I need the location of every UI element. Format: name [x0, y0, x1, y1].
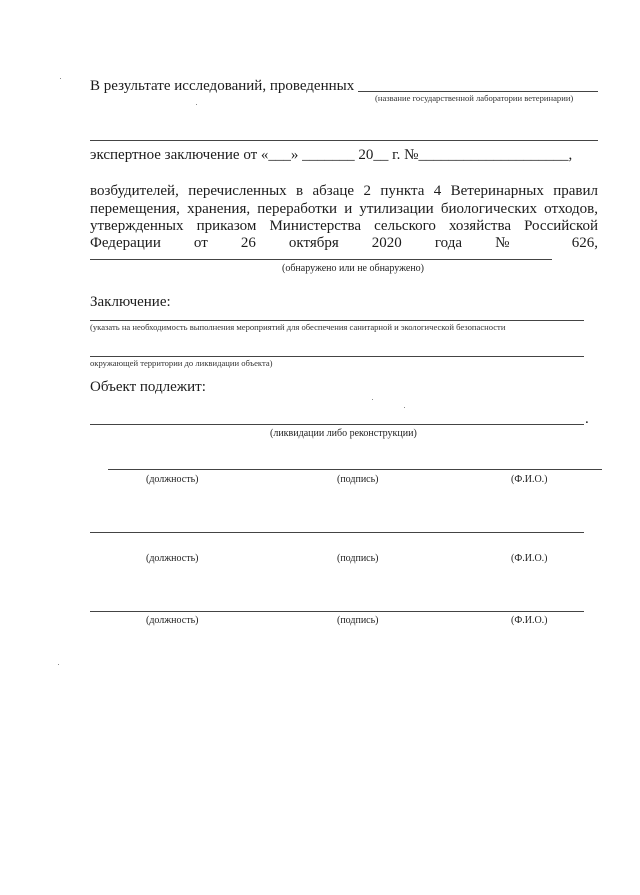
lab-name-note: (название государственной лаборатории ветеринарии) [375, 93, 574, 103]
expert-conclusion-line: экспертное заключение от «___» _______ 20__ г. №____________________, [90, 147, 573, 163]
pathogens-text-line3: утвержденных приказом Министерства сельского хозяйства Российской [90, 218, 598, 234]
conclusion-heading: Заключение: [90, 294, 171, 310]
lab-name-continuation-line[interactable] [90, 140, 598, 141]
signature-2-position-label: (должность) [146, 553, 199, 564]
scan-speck [196, 104, 197, 105]
object-heading: Объект подлежит: [90, 379, 206, 395]
research-lead-text [90, 77, 354, 95]
signature-3-name-label: (Ф.И.О.) [511, 615, 548, 626]
pathogens-text-line2: перемещения, хранения, переработки и утилизации биологических отходов, [90, 201, 598, 217]
conclusion-line-2[interactable] [90, 356, 584, 357]
scan-speck [60, 78, 61, 79]
signature-3-position-label: (должность) [146, 615, 199, 626]
research-lead: В результате исследований, проведенных [90, 78, 355, 94]
signature-line-1[interactable] [108, 469, 602, 470]
signature-3-sign-label: (подпись) [337, 615, 379, 626]
signature-line-3[interactable] [90, 611, 584, 612]
pathogens-text-line4: Федерации от 26 октября 2020 года № 626, [90, 235, 598, 251]
conclusion-note-2: окружающей территории до ликвидации объекта) [90, 358, 273, 368]
object-trailing-period: . [585, 411, 589, 427]
signature-2-name-label: (Ф.И.О.) [511, 553, 548, 564]
signature-1-name-label: (Ф.И.О.) [511, 474, 548, 485]
detected-line[interactable] [90, 259, 552, 260]
signature-1-position-label: (должность) [146, 474, 199, 485]
conclusion-note-1: (указать на необходимость выполнения мероприятий для обеспечения санитарной и экологической безопасности [90, 322, 506, 332]
signature-1-sign-label: (подпись) [337, 474, 379, 485]
conclusion-line-1[interactable] [90, 320, 584, 321]
lab-name-line[interactable] [358, 91, 598, 92]
detected-note: (обнаружено или не обнаружено) [282, 263, 425, 274]
signature-line-2[interactable] [90, 532, 584, 533]
scan-speck [372, 399, 373, 400]
scan-speck [404, 407, 405, 408]
scan-speck [58, 664, 59, 665]
signature-2-sign-label: (подпись) [337, 553, 379, 564]
pathogens-text-line1: возбудителей, перечисленных в абзаце 2 пункта 4 Ветеринарных правил [90, 183, 598, 199]
object-action-note: (ликвидации либо реконструкции) [270, 428, 417, 439]
object-action-line[interactable] [90, 424, 584, 425]
